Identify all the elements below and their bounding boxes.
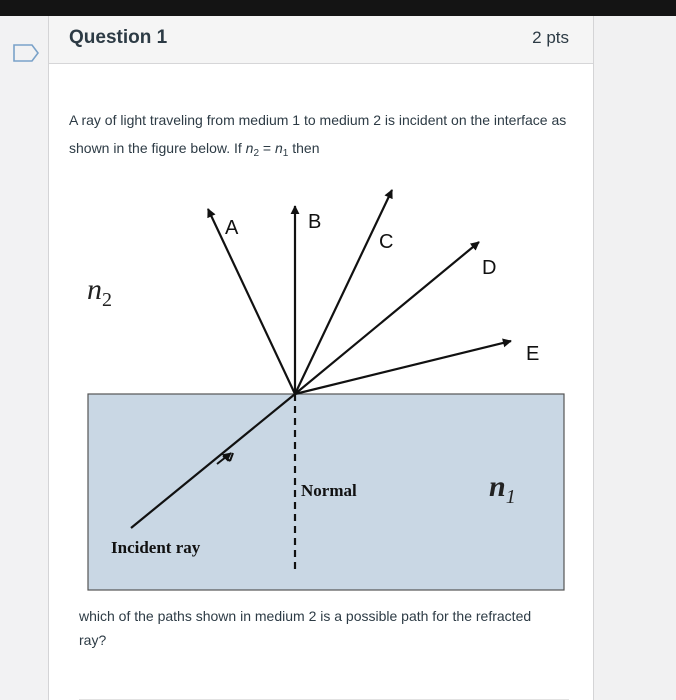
question-points: 2 pts — [532, 28, 569, 47]
equals-sign: = — [259, 140, 275, 156]
incident-ray-label: Incident ray — [111, 538, 201, 557]
refraction-figure — [49, 16, 593, 616]
top-bar — [0, 0, 676, 16]
path-b-label: B — [308, 211, 322, 233]
normal-label: Normal — [301, 481, 357, 500]
medium-2-symbol: n — [87, 273, 102, 306]
question-card — [48, 16, 594, 700]
prompt-then: then — [288, 140, 320, 156]
n2-subscript: 2 — [253, 148, 260, 159]
n1-symbol: n — [275, 140, 283, 156]
medium-1-symbol: n — [489, 470, 506, 503]
left-gutter — [0, 16, 48, 700]
n2-symbol: n — [245, 140, 254, 156]
medium-2-label — [87, 273, 112, 311]
path-e-label: E — [526, 343, 540, 365]
prompt-text: A ray of light traveling from medium 1 to medium 2 is incident on the interface as shown in the figure below. If — [69, 112, 567, 156]
flag-question-icon[interactable] — [12, 44, 40, 62]
path-d-label: D — [482, 257, 497, 279]
path-c-label: C — [379, 231, 394, 253]
medium-2-subscript: 2 — [102, 289, 112, 311]
question-followup: which of the paths shown in medium 2 is a possible path for the refracted ray? — [79, 608, 532, 648]
medium-1-subscript: 1 — [505, 486, 516, 508]
path-a-ray — [208, 209, 295, 394]
question-title: Question 1 — [69, 27, 168, 48]
right-gutter — [594, 16, 676, 700]
n1-subscript: 1 — [282, 148, 289, 159]
path-a-label: A — [225, 217, 239, 239]
